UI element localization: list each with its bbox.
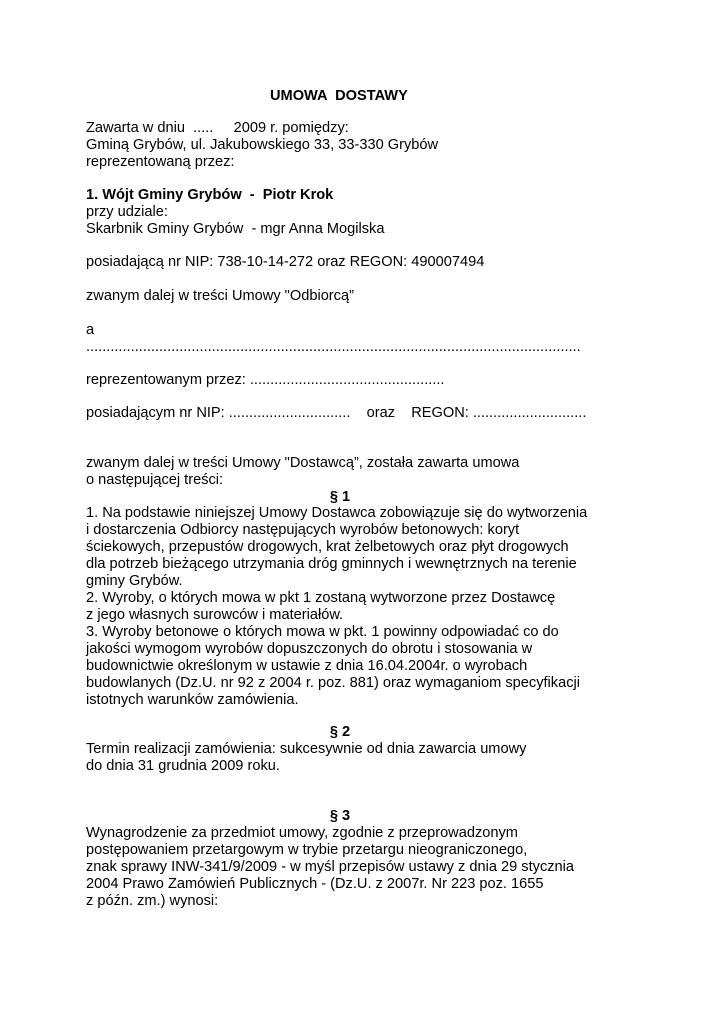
section-3-line-3: znak sprawy INW-341/9/2009 - w myśl przepisów ustawy z dnia 29 stycznia	[86, 859, 575, 875]
section-1-line-4: dla potrzeb bieżącego utrzymania dróg gminnych i wewnętrznych na terenie	[86, 556, 577, 572]
supplier-blank-line: ..........................................................................................................................	[86, 339, 581, 355]
section-1-line-9: jakości wymogom wyrobów dopuszczonych do obrotu i stosowania w	[86, 641, 533, 657]
section-1-line-1: 1. Na podstawie niniejszej Umowy Dostawca zobowiązuje się do wytworzenia	[86, 505, 588, 521]
section-2-line-2: do dnia 31 grudnia 2009 roku.	[86, 758, 280, 774]
section-1-line-6: 2. Wyroby, o których mowa w pkt 1 zostaną wytworzone przez Dostawcę	[86, 590, 556, 606]
intro-line-3: reprezentowaną przez:	[86, 154, 235, 170]
section-3-heading: § 3	[329, 808, 351, 824]
supplier-clause-line-2: o następującej treści:	[86, 472, 224, 488]
section-3-line-4: 2004 Prawo Zamówień Publicznych - (Dz.U. z 2007r. Nr 223 poz. 1655	[86, 876, 544, 892]
supplier-clause-line-1: zwanym dalej w treści Umowy "Dostawcą”, została zawarta umowa	[86, 455, 520, 471]
section-1-line-3: ściekowych, przepustów drogowych, krat żelbetowych oraz płyt drogowych	[86, 539, 569, 555]
representative-line-1: przy udziale:	[86, 204, 168, 220]
conjunction-a: a	[86, 322, 95, 338]
intro-line-2: Gminą Grybów, ul. Jakubowskiego 33, 33-330 Grybów	[86, 137, 439, 153]
representative-line-2: Skarbnik Gminy Grybów - mgr Anna Mogilska	[86, 221, 385, 237]
recipient-clause: zwanym dalej w treści Umowy "Odbiorcą”	[86, 288, 354, 304]
document-title: UMOWA DOSTAWY	[270, 88, 408, 104]
section-1-line-11: budowlanych (Dz.U. nr 92 z 2004 r. poz. 881) oraz wymaganiom specyfikacji	[86, 675, 580, 691]
section-1-line-8: 3. Wyroby betonowe o których mowa w pkt. 1 powinny odpowiadać co do	[86, 624, 559, 640]
section-2-line-1: Termin realizacji zamówienia: sukcesywnie od dnia zawarcia umowy	[86, 741, 527, 757]
section-3-line-5: z późn. zm.) wynosi:	[86, 893, 219, 909]
representative-heading: 1. Wójt Gminy Grybów - Piotr Krok	[86, 187, 334, 203]
section-1-line-12: istotnych warunków zamówienia.	[86, 692, 299, 708]
section-3-line-1: Wynagrodzenie za przedmiot umowy, zgodnie z przeprowadzonym	[86, 825, 518, 841]
section-3-line-2: postępowaniem przetargowym w trybie przetargu nieograniczonego,	[86, 842, 528, 858]
section-2-heading: § 2	[329, 724, 351, 740]
section-1-line-10: budownictwie określonym w ustawie z dnia 16.04.2004r. o wyrobach	[86, 658, 528, 674]
intro-line-1: Zawarta w dniu ..... 2009 r. pomiędzy:	[86, 120, 349, 136]
supplier-ids-line: posiadającym nr NIP: .............................. oraz REGON: ............................	[86, 405, 587, 421]
section-1-line-2: i dostarczenia Odbiorcy następujących wyrobów betonowych: koryt	[86, 522, 520, 538]
section-1-line-5: gminy Grybów.	[86, 573, 183, 589]
section-1-heading: § 1	[329, 489, 351, 505]
nip-regon-line: posiadającą nr NIP: 738-10-14-272 oraz REGON: 490007494	[86, 254, 485, 270]
supplier-represented-line: reprezentowanym przez: ................................................	[86, 372, 445, 388]
section-1-line-7: z jego własnych surowców i materiałów.	[86, 607, 344, 623]
